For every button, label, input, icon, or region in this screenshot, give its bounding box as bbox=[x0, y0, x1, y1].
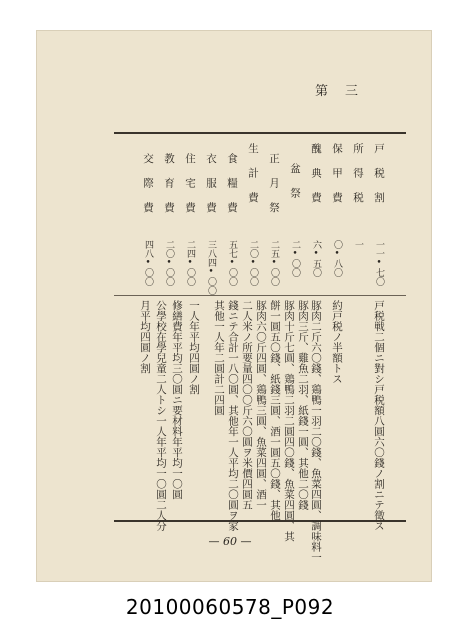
category-label: 盆 祭 bbox=[289, 163, 301, 199]
note-text: 公學校在學兒童二人トシ一人年平均一〇圓二人分 bbox=[155, 300, 167, 531]
category-label: 食 糧 費 bbox=[226, 153, 238, 214]
page-header-left: 第 bbox=[315, 84, 330, 99]
note-text: 錢ニテ合計一八〇圓、其他年一人平均二〇圓ヲ家 bbox=[227, 300, 239, 531]
middle-rule bbox=[114, 295, 406, 296]
note-text: 豚肉六〇斤四圓、鶏鴨三圓、魚菜四圓、酒一 bbox=[255, 300, 267, 510]
note-text: 餅一圓五〇錢、紙錢三圓、酒一圓五〇錢、其他 bbox=[269, 300, 281, 521]
category-label: 保 甲 費 bbox=[331, 143, 343, 204]
archive-caption: 20100060578_P092 bbox=[125, 595, 335, 619]
note-text: 豚肉三斤、雞魚二羽、紙錢一圓、其他二〇錢 bbox=[297, 300, 309, 510]
amount-value: 二五•〇〇 bbox=[269, 240, 279, 286]
amount-value: 二四•〇〇 bbox=[185, 240, 195, 286]
category-label: 住 宅 費 bbox=[184, 153, 196, 214]
category-label: 正 月 祭 bbox=[268, 153, 280, 214]
top-rule bbox=[114, 132, 406, 134]
page-number: — 60 — bbox=[208, 535, 252, 548]
note-text: 一人年平均四圓ノ割 bbox=[188, 300, 200, 395]
category-label: 生 計 費 bbox=[247, 143, 259, 204]
category-label: 交 際 費 bbox=[142, 153, 154, 214]
amount-value: 一 bbox=[353, 240, 363, 249]
note-text: 其他一人年二圓計二四圓 bbox=[213, 300, 225, 416]
amount-value: 三八四•〇〇 bbox=[206, 240, 216, 295]
category-label: 教 育 費 bbox=[163, 153, 175, 214]
amount-value: 二•〇〇 bbox=[290, 240, 300, 277]
amount-value: 四八•〇〇 bbox=[143, 240, 153, 286]
category-label: 衣 服 費 bbox=[205, 153, 217, 214]
category-label: 所 得 税 bbox=[352, 143, 364, 204]
amount-value: 六•五〇 bbox=[311, 240, 321, 277]
page-header-right: 三 bbox=[345, 84, 360, 99]
amount-value: 一一•七〇 bbox=[374, 240, 384, 286]
amount-value: 〇•八〇 bbox=[332, 240, 342, 277]
amount-value: 二〇•〇〇 bbox=[164, 240, 174, 286]
note-text: 約戸税ノ半額トス bbox=[331, 300, 343, 384]
note-text: 豚肉十斤七圓、鶏鴨二羽二圓四〇錢、魚菜四圓、其 bbox=[283, 300, 295, 542]
note-text: 修繕費年平均三〇圓ニ要材料年平均一〇圓 bbox=[171, 300, 183, 500]
note-text: 豚肉二斤六〇錢、鶏鴨一羽二〇錢、魚菜四圓、調味料一 bbox=[310, 300, 322, 563]
note-text: 二人米ノ所要量四〇〇斤六〇圓ヲ米價四圓五 bbox=[241, 300, 253, 510]
note-text: 戸税戦二個ニ對シ戸税額八圓六〇錢ノ割ニテ徵ス bbox=[373, 300, 385, 531]
amount-value: 五七•〇〇 bbox=[227, 240, 237, 286]
category-label: 醜 典 費 bbox=[310, 143, 322, 204]
amount-value: 二〇•〇〇 bbox=[248, 240, 258, 286]
category-label: 戸 税 割 bbox=[373, 143, 385, 204]
note-text: 月平均四圓ノ割 bbox=[139, 300, 151, 374]
